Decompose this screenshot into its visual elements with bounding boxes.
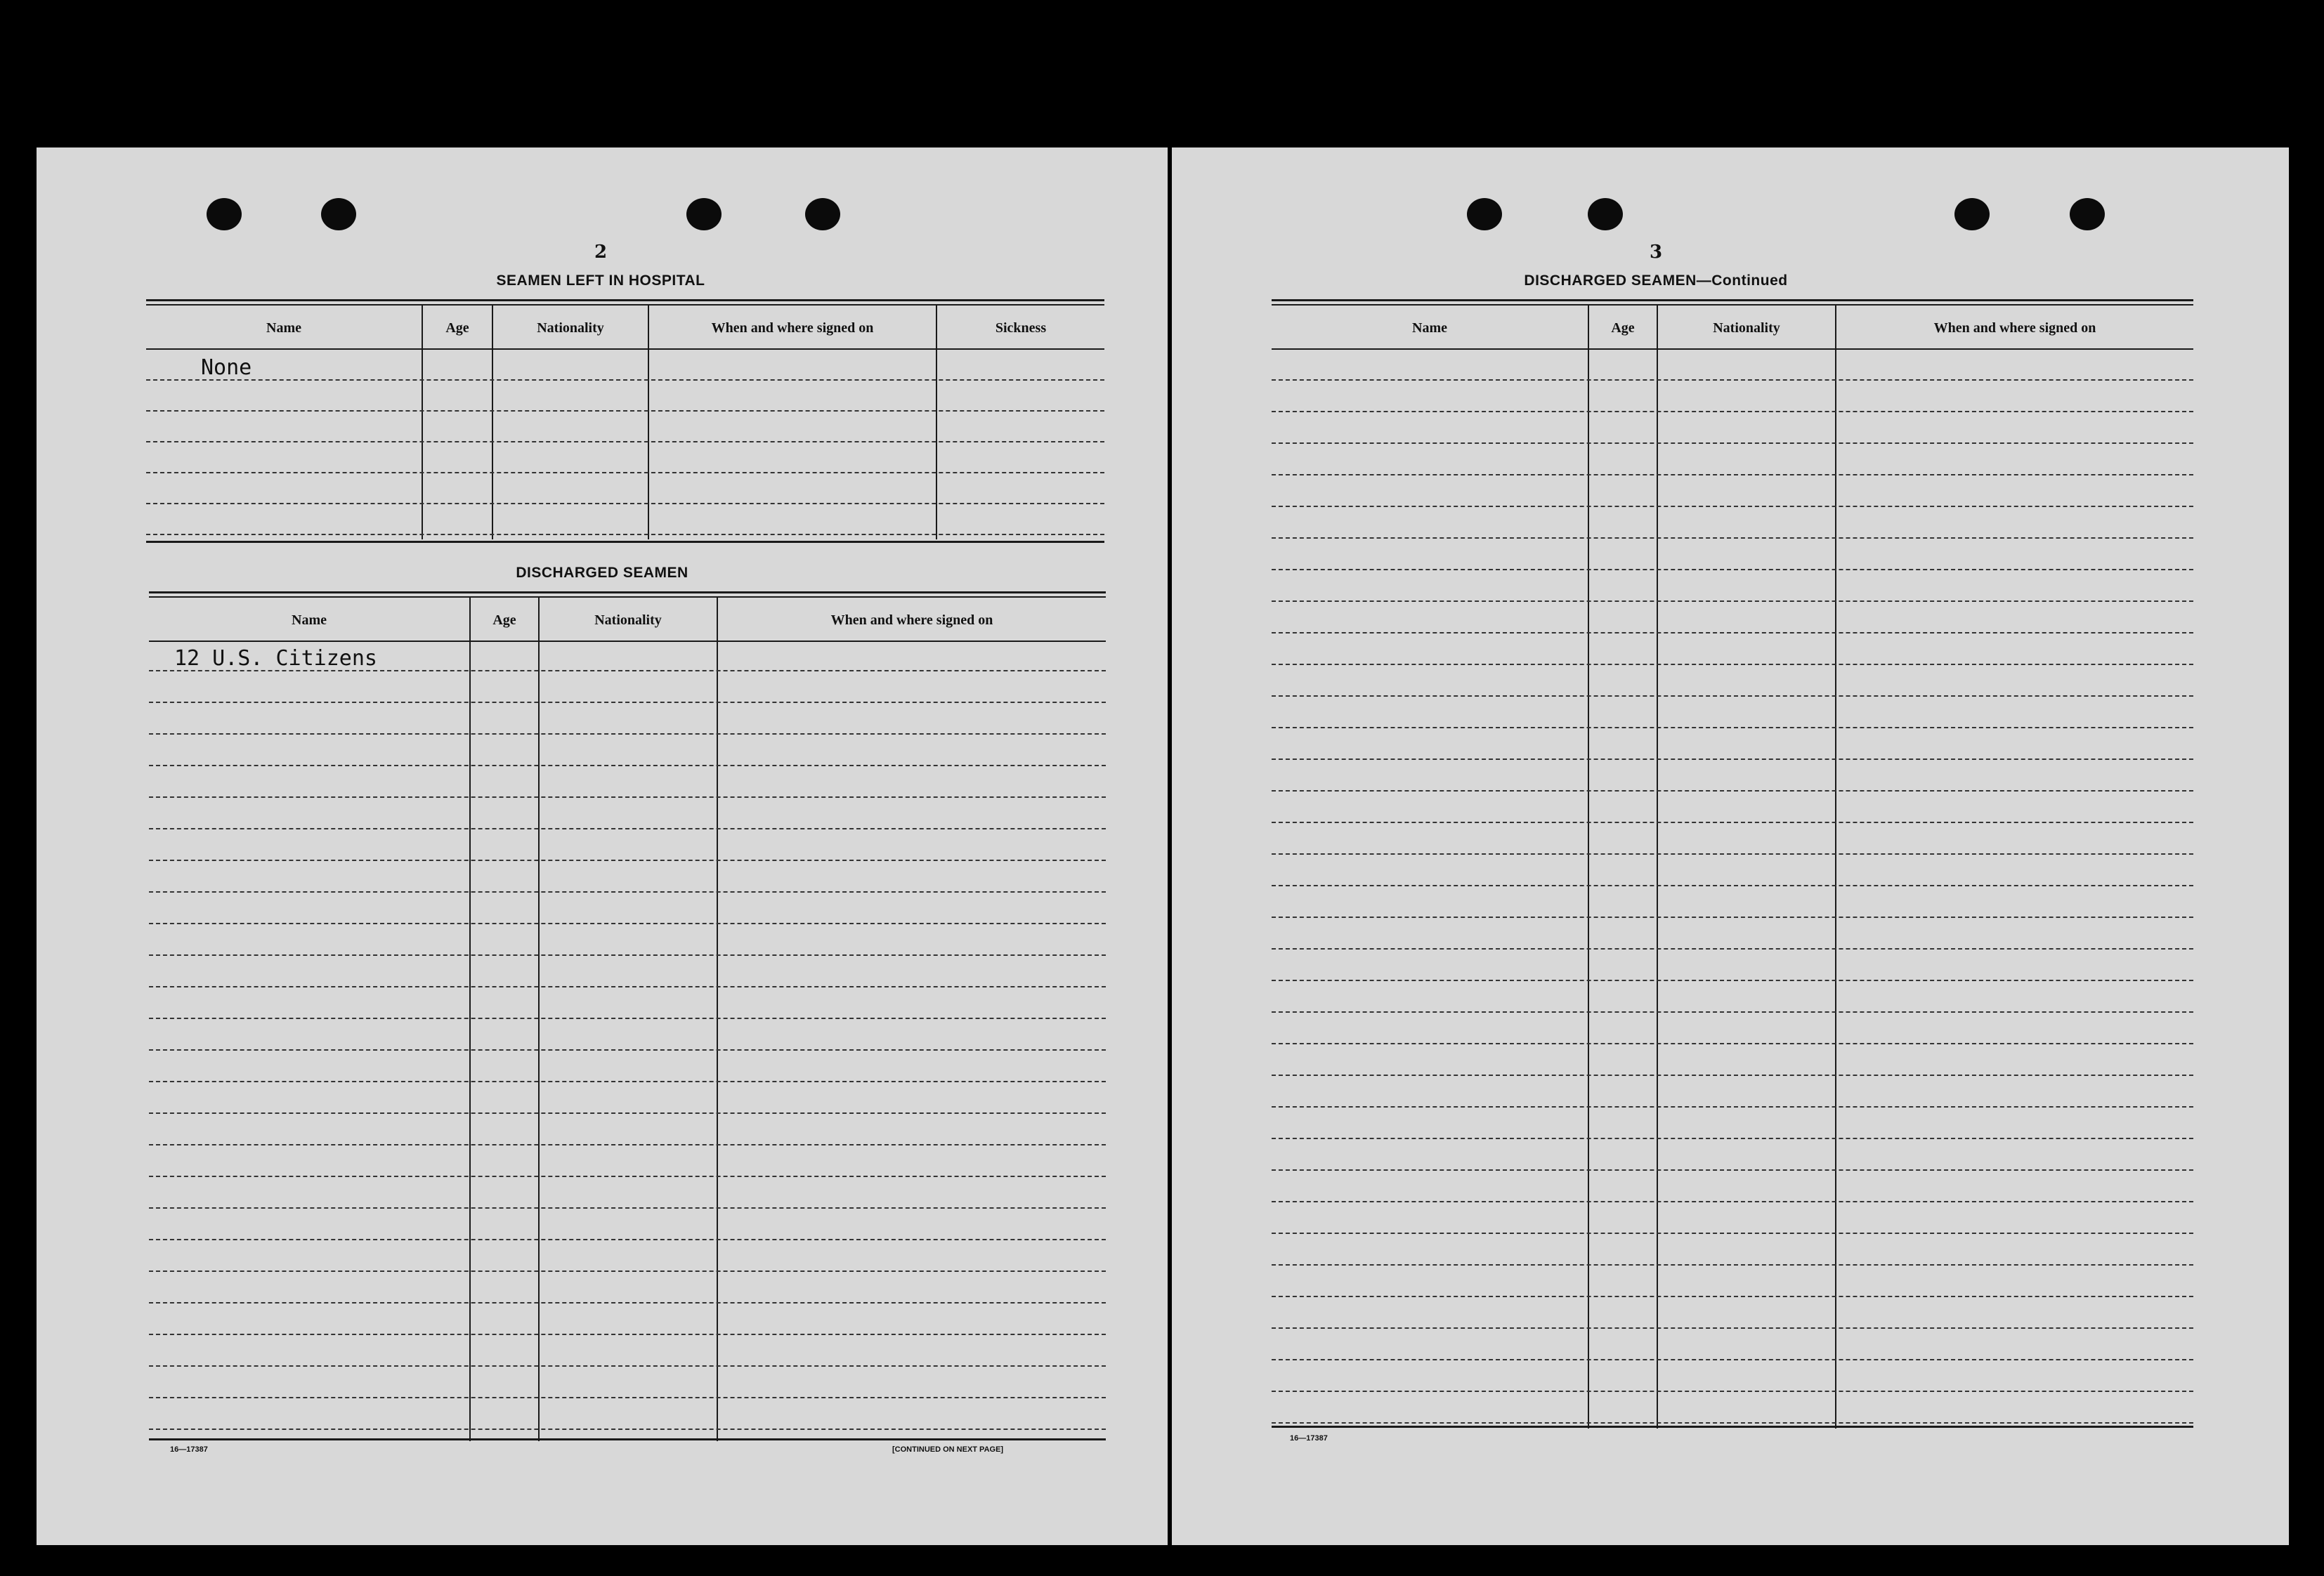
row-rule xyxy=(1272,569,2193,570)
row-rule xyxy=(149,1270,1106,1272)
row-rule xyxy=(1272,600,2193,602)
punch-hole xyxy=(805,198,840,230)
form-number: 16—17387 xyxy=(170,1445,208,1454)
punch-hole xyxy=(321,198,356,230)
row-rule xyxy=(149,670,1106,671)
row-rule xyxy=(149,891,1106,893)
row-rule xyxy=(1272,1169,2193,1171)
row-rule xyxy=(1272,853,2193,855)
row-rule xyxy=(1272,1201,2193,1202)
row-rule xyxy=(149,923,1106,924)
punch-hole xyxy=(1954,198,1990,230)
row-rule xyxy=(149,1144,1106,1145)
row-rule xyxy=(1272,822,2193,823)
row-rule xyxy=(1272,442,2193,444)
punch-hole xyxy=(2070,198,2105,230)
row-rule xyxy=(1272,664,2193,665)
col-header-nationality: Nationality xyxy=(1713,320,1780,336)
col-header-name: Name xyxy=(292,612,327,628)
col-header-age: Age xyxy=(492,612,516,628)
row-rule xyxy=(1272,790,2193,792)
page-number: 3 xyxy=(1649,242,1663,263)
row-rule xyxy=(1272,1075,2193,1076)
row-rule xyxy=(1272,948,2193,950)
col-header-signed-on: When and where signed on xyxy=(711,320,874,336)
row-rule xyxy=(149,986,1106,987)
row-rule xyxy=(149,1302,1106,1304)
row-rule xyxy=(149,1365,1106,1367)
row-rule xyxy=(149,1239,1106,1240)
row-rule xyxy=(149,1207,1106,1209)
row-rule xyxy=(1272,1138,2193,1139)
row-rule xyxy=(149,1081,1106,1082)
row-rule xyxy=(1272,1422,2193,1424)
row-rule xyxy=(1272,1043,2193,1044)
col-header-name: Name xyxy=(266,320,301,336)
discharged-table xyxy=(149,591,1106,1441)
discharged-entry-name: 12 U.S. Citizens xyxy=(174,646,377,671)
row-rule xyxy=(149,1176,1106,1177)
col-header-signed-on: When and where signed on xyxy=(1933,320,2096,336)
col-header-signed-on: When and where signed on xyxy=(830,612,993,628)
row-rule xyxy=(1272,411,2193,412)
row-rule xyxy=(149,1397,1106,1398)
right-page xyxy=(1172,147,2289,1545)
col-header-sickness: Sickness xyxy=(995,320,1047,336)
row-rule xyxy=(149,1049,1106,1051)
row-rule xyxy=(1272,1233,2193,1234)
col-header-age: Age xyxy=(1611,320,1635,336)
row-rule xyxy=(1272,506,2193,507)
row-rule xyxy=(1272,885,2193,886)
form-number: 16—17387 xyxy=(1290,1434,1328,1443)
row-rule xyxy=(1272,1359,2193,1360)
row-rule xyxy=(1272,727,2193,728)
row-rule xyxy=(149,1429,1106,1430)
row-rule xyxy=(149,954,1106,956)
row-rule xyxy=(149,1018,1106,1019)
row-rule xyxy=(1272,474,2193,475)
col-header-age: Age xyxy=(445,320,469,336)
punch-hole xyxy=(686,198,722,230)
row-rule xyxy=(149,733,1106,735)
row-rule xyxy=(1272,1106,2193,1108)
row-rule xyxy=(1272,632,2193,633)
row-rule xyxy=(149,702,1106,703)
hospital-entry-name: None xyxy=(201,355,252,380)
col-header-name: Name xyxy=(1412,320,1447,336)
row-rule xyxy=(149,765,1106,766)
discharged-continued-title: DISCHARGED SEAMEN—Continued xyxy=(1524,272,1788,289)
row-rule xyxy=(149,1112,1106,1114)
row-rule xyxy=(1272,537,2193,539)
row-rule xyxy=(1272,1327,2193,1329)
row-rule xyxy=(149,1334,1106,1335)
punch-hole xyxy=(1588,198,1623,230)
row-rule xyxy=(1272,1296,2193,1297)
row-rule xyxy=(1272,695,2193,697)
col-header-nationality: Nationality xyxy=(594,612,662,628)
punch-hole xyxy=(1467,198,1502,230)
row-rule xyxy=(149,860,1106,861)
continued-note: [CONTINUED ON NEXT PAGE] xyxy=(892,1445,1004,1454)
hospital-section-title: SEAMEN LEFT IN HOSPITAL xyxy=(496,272,705,289)
page-number: 2 xyxy=(594,242,608,263)
row-rule xyxy=(1272,1011,2193,1013)
col-header-nationality: Nationality xyxy=(537,320,604,336)
row-rule xyxy=(149,828,1106,829)
row-rule xyxy=(1272,917,2193,918)
discharged-continued-table xyxy=(1272,299,2193,1430)
row-rule xyxy=(1272,379,2193,381)
row-rule xyxy=(1272,1264,2193,1266)
row-rule xyxy=(1272,1391,2193,1392)
row-rule xyxy=(1272,759,2193,760)
row-rule xyxy=(1272,980,2193,981)
row-rule xyxy=(149,796,1106,798)
discharged-section-title: DISCHARGED SEAMEN xyxy=(516,565,688,581)
left-page xyxy=(37,147,1168,1545)
punch-hole xyxy=(207,198,242,230)
